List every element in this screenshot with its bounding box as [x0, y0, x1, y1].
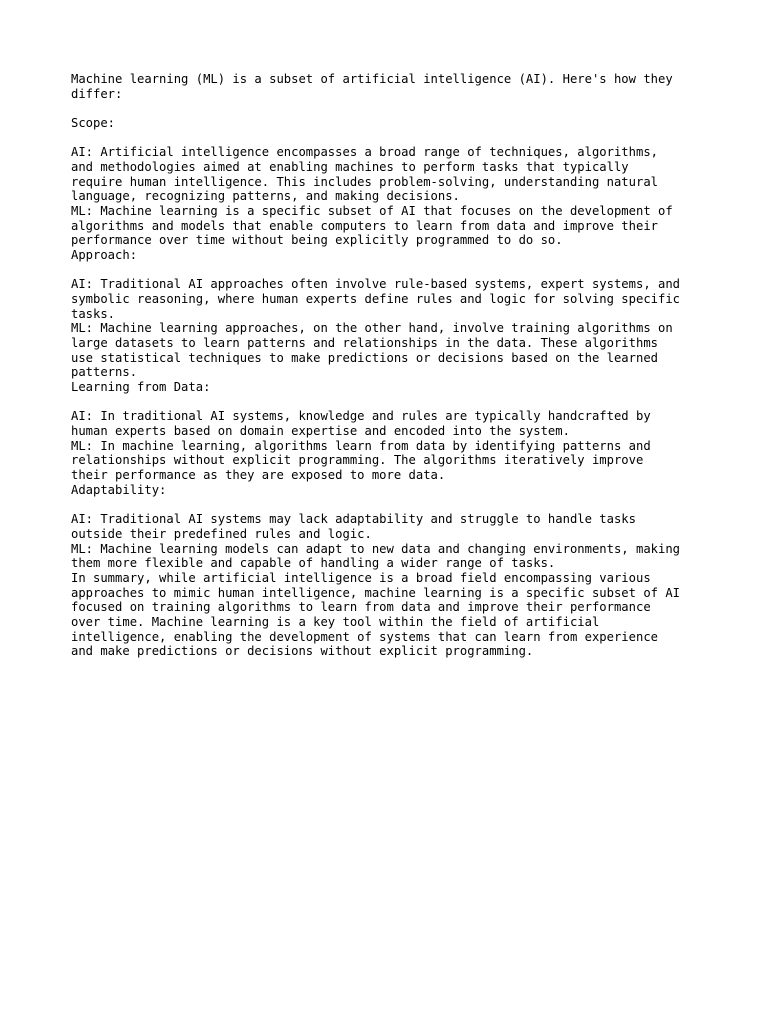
- text-line: patterns.: [71, 365, 138, 380]
- text-line: ML: Machine learning is a specific subset of AI that focuses on the development of: [71, 204, 673, 219]
- text-line: language, recognizing patterns, and making decisions.: [71, 189, 460, 204]
- text-line: human experts based on domain expertise and encoded into the system.: [71, 424, 570, 439]
- text-line: AI: In traditional AI systems, knowledge and rules are typically handcrafted by: [71, 409, 651, 424]
- text-line: AI: Artificial intelligence encompasses a broad range of techniques, algorithms,: [71, 145, 658, 160]
- text-line: ML: Machine learning approaches, on the other hand, involve training algorithms on: [71, 321, 673, 336]
- text-line: over time. Machine learning is a key tool within the field of artificial: [71, 614, 600, 629]
- text-line: algorithms and models that enable computers to learn from data and improve their: [71, 218, 658, 233]
- text-line: use statistical techniques to make predictions or decisions based on the learned: [71, 350, 658, 365]
- text-line: relationships without explicit programming. The algorithms iteratively improve: [71, 453, 644, 468]
- text-line: require human intelligence. This includes problem-solving, understanding natural: [71, 174, 658, 189]
- text-line: ML: In machine learning, algorithms learn from data by identifying patterns and: [71, 438, 651, 453]
- text-line: differ:: [71, 86, 123, 101]
- text-line: Machine learning (ML) is a subset of artificial intelligence (AI). Here's how they: [71, 72, 673, 86]
- text-line: Approach:: [71, 248, 138, 263]
- text-line: Scope:: [71, 116, 116, 131]
- text-line: AI: Traditional AI systems may lack adaptability and struggle to handle tasks: [71, 512, 636, 527]
- text-line: and methodologies aimed at enabling machines to perform tasks that typically: [71, 160, 629, 175]
- text-line: In summary, while artificial intelligence is a broad field encompassing various: [71, 570, 651, 585]
- text-line: Adaptability:: [71, 482, 167, 497]
- text-line: their performance as they are exposed to more data.: [71, 468, 446, 483]
- text-line: outside their predefined rules and logic.: [71, 526, 372, 541]
- text-line: focused on training algorithms to learn from data and improve their performance: [71, 600, 651, 615]
- text-line: intelligence, enabling the development of systems that can learn from experience: [71, 629, 658, 644]
- text-line: AI: Traditional AI approaches often involve rule-based systems, expert systems, and: [71, 277, 681, 292]
- document-body-text: [71, 72, 711, 659]
- text-line: them more flexible and capable of handling a wider range of tasks.: [71, 556, 556, 571]
- text-line: performance over time without being explicitly programmed to do so.: [71, 233, 563, 248]
- text-line: and make predictions or decisions without explicit programming.: [71, 644, 534, 659]
- text-line: tasks.: [71, 306, 116, 321]
- text-line: symbolic reasoning, where human experts define rules and logic for solving specific: [71, 292, 681, 307]
- text-line: Learning from Data:: [71, 380, 211, 395]
- text-line: large datasets to learn patterns and relationships in the data. These algorithms: [71, 336, 658, 351]
- text-line: approaches to mimic human intelligence, machine learning is a specific subset of AI: [71, 585, 681, 600]
- text-line: ML: Machine learning models can adapt to new data and changing environments, making: [71, 541, 681, 556]
